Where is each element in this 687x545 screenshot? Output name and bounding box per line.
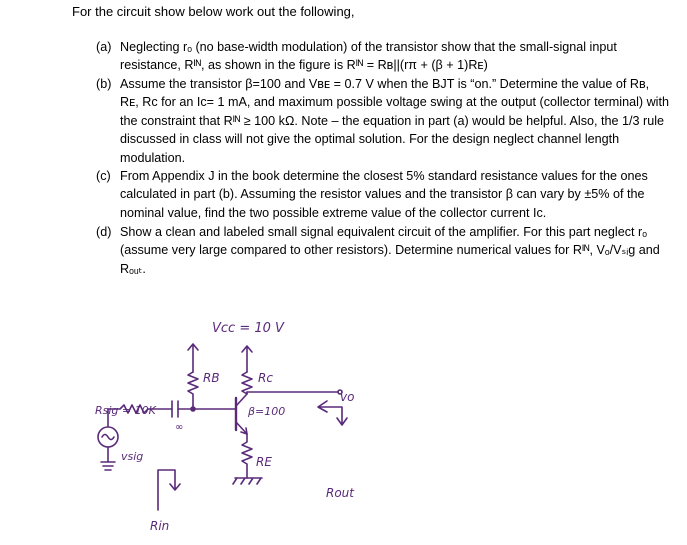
vcc-arrow-rc	[242, 346, 252, 372]
transistor-collector-leg	[236, 394, 247, 406]
cap-infinity-label: ∞	[175, 422, 184, 433]
rc-resistor	[242, 372, 252, 394]
re-label: RE	[256, 455, 272, 469]
rb-resistor	[188, 372, 198, 405]
rin-arrow	[158, 470, 180, 510]
question-c-label: (c)	[96, 169, 111, 183]
sine-icon	[102, 435, 114, 440]
question-c-text: From Appendix J in the book determine the closest 5% standard resistance values for the ones calculated in part (b). Assuming the resistor values and the transistor β can vary by ±5% of the nominal value, find the two possible extreme value of the collector current Iᴄ.	[120, 169, 648, 220]
vsig-label: vsig	[121, 450, 144, 463]
question-d-label: (d)	[96, 225, 112, 239]
intro-text: For the circuit show below work out the following,	[72, 4, 355, 19]
beta-label: β=100	[248, 405, 286, 418]
rb-label: RB	[203, 371, 220, 385]
question-a-label: (a)	[96, 40, 112, 54]
re-ground-icon	[233, 478, 262, 484]
vcc-arrow-rb	[188, 344, 198, 372]
rout-arrow	[318, 401, 347, 425]
vcc-label: Vcc = 10 V	[212, 321, 284, 336]
transistor-emitter-leg	[236, 422, 247, 434]
rc-label: Rc	[258, 371, 273, 385]
rout-label: Rout	[326, 486, 354, 500]
vo-label: vo	[340, 390, 355, 404]
question-a-text: Neglecting rₒ (no base-width modulation) of the transistor show that the small-signal input resistance, Rᴵᴺ, as shown in the figure is Rᴵᴺ = Rʙ||(rπ + (β + 1)Rᴇ)	[120, 40, 617, 73]
coupling-capacitor	[172, 401, 178, 417]
source-ground-icon	[101, 447, 115, 470]
question-d-text: Show a clean and labeled small signal equivalent circuit of the amplifier. For this part neglect rₒ (assume very large compared to other resistors). Determine numerical values for Rᴵᴺ, Vₒ/Vₛᵢg and Rₒᵤₜ.	[120, 225, 660, 276]
rsig-label: Rsig = 10K	[95, 404, 156, 417]
question-b-label: (b)	[96, 77, 112, 91]
rin-label: Rin	[150, 519, 170, 533]
re-resistor	[242, 434, 252, 478]
question-b-text: Assume the transistor β=100 and Vʙᴇ = 0.7 V when the BJT is “on.” Determine the value of Rʙ, Rᴇ, Rᴄ for an Iᴄ= 1 mA, and maximum possible voltage swing at the output (collector terminal) with the constraint that Rᴵᴺ ≥ 100 kΩ. Note – the equation in part (a) would be helpful. Also, the 1/3 rule discussed in class will not give the optimal solution. For the design neglect channel length modulation.	[120, 77, 669, 165]
